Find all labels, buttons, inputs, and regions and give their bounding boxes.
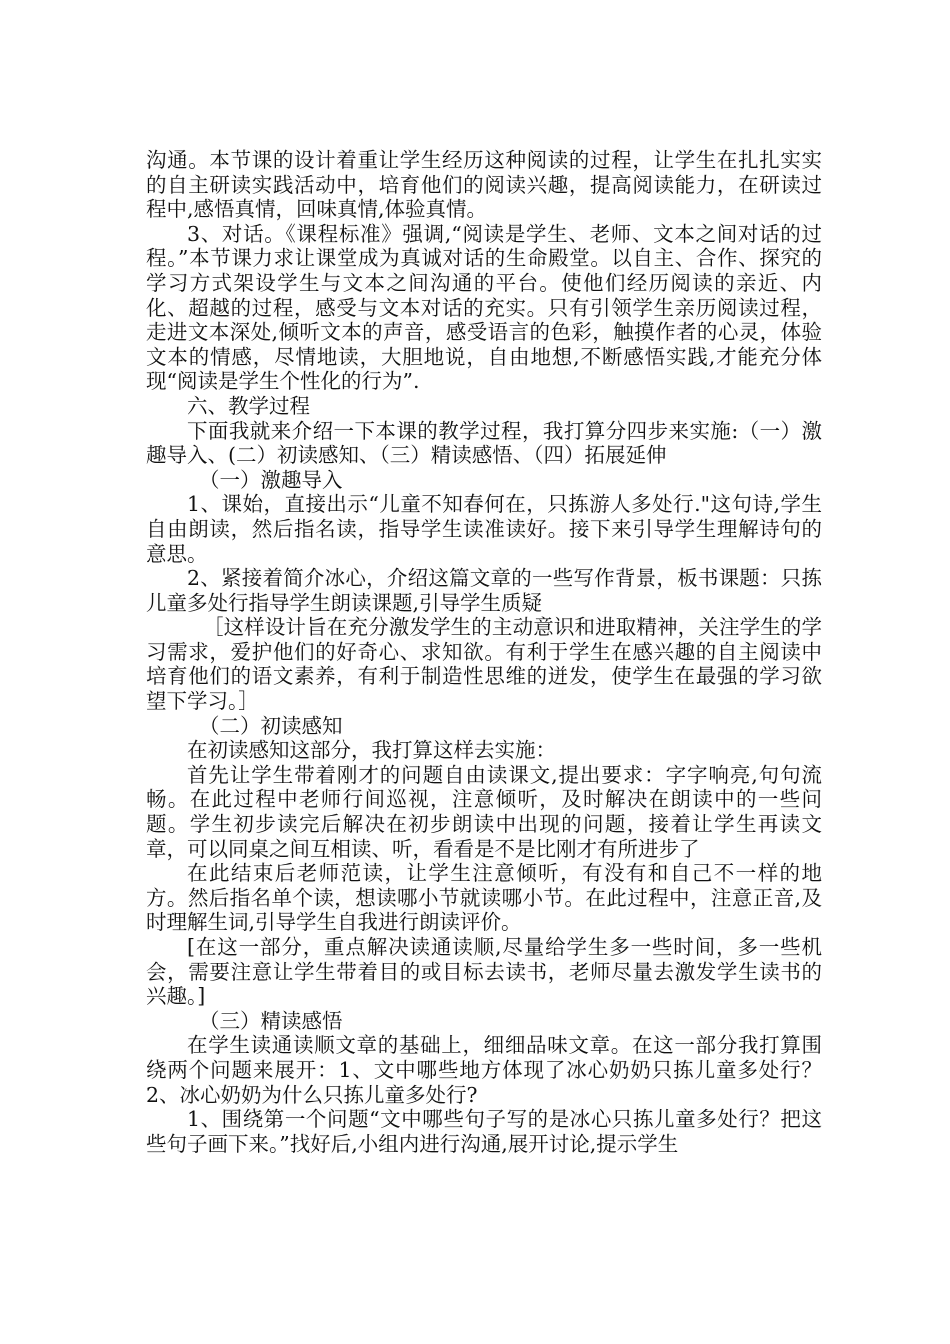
paragraph-close-reading-step-1: 1、围绕第一个问题“文中哪些句子写的是冰心只拣儿童多处行？把这些句子画下来。”找好后,小组内进行沟通,展开讨论,提示学生: [146, 1107, 822, 1156]
section-heading-teaching-process: 六、教学过程: [187, 393, 310, 418]
paragraph-process-overview: 下面我就来介绍一下本课的教学过程，我打算分四步来实施:（一）激趣导入、(二）初读感知、（三）精读感悟、（四）拓展延伸: [146, 418, 822, 468]
subheading-close-reading: （三）精读感悟: [199, 1008, 343, 1033]
paragraph-intro-note: ［这样设计旨在充分激发学生的主动意识和进取精神，关注学生的学习需求，爱护他们的好奇心、求知欲。有利于学生在感兴趣的自主阅读中培育他们的语文素养，有利于制造性思维的迸发，使学生在最强的学习欲望下学习。］: [146, 615, 822, 714]
subheading-introduction: （一）激趣导入: [199, 467, 343, 492]
subheading-first-reading: （二）初读感知: [199, 713, 343, 738]
paragraph-first-reading-note: [在这一部分，重点解决读通读顺,尽量给学生多一些时间，多一些机会，需要注意让学生带着目的或目标去读书，老师尽量去激发学生读书的兴趣。]: [146, 935, 822, 1009]
paragraph-close-reading-plan: 在学生读通读顺文章的基础上，细细品味文章。在这一部分我打算围绕两个问题来展开：1、文中哪些地方体现了冰心奶奶只拣儿童多处行？2、冰心奶奶为什么只拣儿童多处行?: [146, 1033, 822, 1107]
paragraph-intro-continuation: 沟通。本节课的设计着重让学生经历这种阅读的过程，让学生在扎扎实实的自主研读实践活动中，培育他们的阅读兴趣，提高阅读能力，在研读过程中,感悟真情，回味真情,体验真情。: [146, 148, 822, 222]
paragraph-intro-step-1: 1、课始，直接出示“儿童不知春何在，只拣游人多处行."这句诗,学生自由朗读，然后指名读，指导学生读准读好。接下来引导学生理解诗句的意思。: [146, 492, 822, 566]
paragraph-intro-step-2: 2、紧接着简介冰心，介绍这篇文章的一些写作背景，板书课题：只拣儿童多处行指导学生朗读课题,引导学生质疑: [146, 566, 822, 615]
paragraph-first-reading-step-1: 首先让学生带着刚才的问题自由读课文,提出要求：字字响亮,句句流畅。在此过程中老师行间巡视，注意倾听，及时解决在朗读中的一些问题。学生初步读完后解决在初步朗读中出现的问题，接着让学生再读文章，可以同桌之间互相读、听，看看是不是比刚才有所进步了: [146, 762, 822, 861]
paragraph-first-reading-step-2: 在此结束后老师范读，让学生注意倾听，有没有和自己不一样的地方。然后指名单个读，想读哪小节就读哪小节。在此过程中，注意正音,及时理解生词,引导学生自我进行朗读评价。: [146, 861, 822, 935]
paragraph-first-reading-plan: 在初读感知这部分，我打算这样去实施：: [187, 738, 556, 763]
document-page: [146, 148, 822, 1156]
paragraph-dialogue: 3、对话。《课程标准》强调,“阅读是学生、老师、文本之间对话的过程。”本节课力求让课堂成为真诚对话的生命殿堂。以自主、合作、探究的学习方式架设学生与文本之间沟通的平台。使他们经历阅读的亲近、内化、超越的过程，感受与文本对话的充实。只有引领学生亲历阅读过程，走进文本深处,倾听文本的声音，感受语言的色彩，触摸作者的心灵，体验文本的情感，尽情地读，大胆地说，自由地想,不断感悟实践,才能充分体现“阅读是学生个性化的行为”.: [146, 221, 822, 394]
